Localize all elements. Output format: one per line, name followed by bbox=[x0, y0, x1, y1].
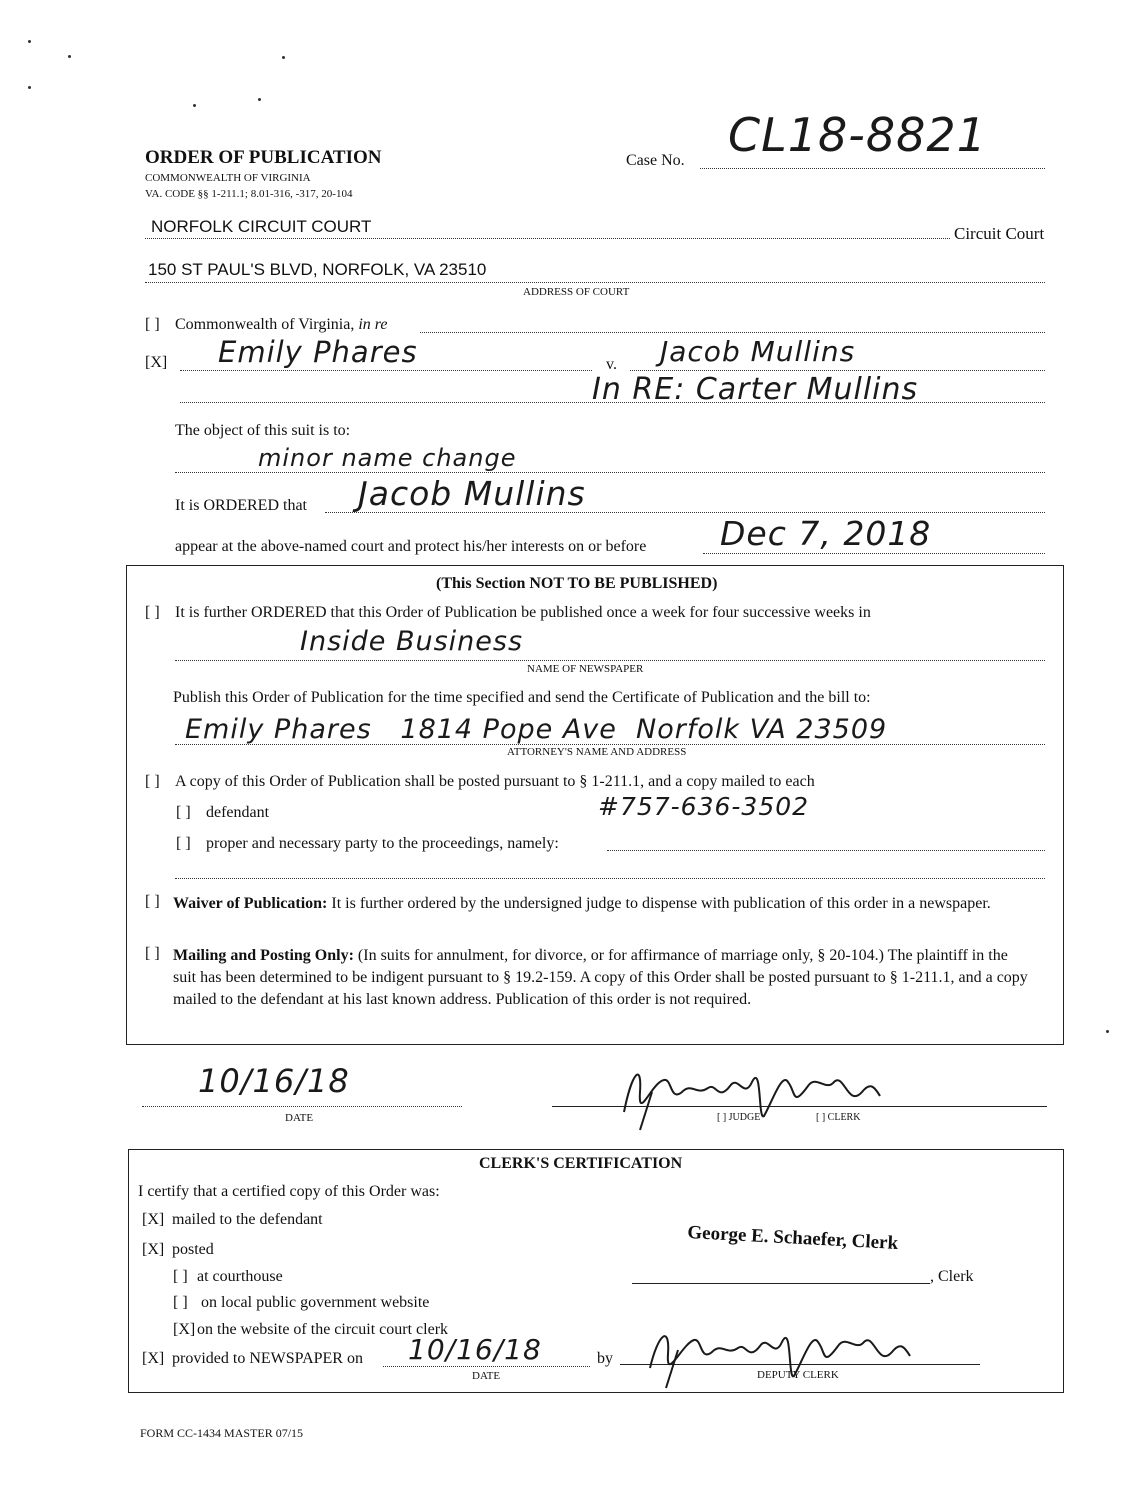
copy-posted-checkbox[interactable]: [ ] bbox=[145, 773, 160, 790]
case-number-label: Case No. bbox=[626, 152, 685, 169]
proper-party-label: proper and necessary party to the proceedings, namely: bbox=[206, 835, 559, 852]
clerk-certification-heading: CLERK'S CERTIFICATION bbox=[479, 1155, 683, 1172]
appear-line bbox=[703, 553, 1045, 554]
courthouse-checkbox[interactable]: [ ] bbox=[173, 1268, 188, 1285]
versus-label: v. bbox=[606, 356, 617, 373]
scan-speck bbox=[1106, 1030, 1109, 1033]
scan-speck bbox=[68, 55, 71, 58]
newspaper-date-line bbox=[383, 1366, 590, 1367]
clerk-website-checkbox[interactable]: [X] bbox=[173, 1321, 196, 1338]
defendant-name: Jacob Mullins bbox=[660, 335, 856, 368]
waiver-text: It is further ordered by the undersigned judge to dispense with publication of this order in a newspaper. bbox=[331, 895, 991, 912]
attorney-caption: ATTORNEY'S NAME AND ADDRESS bbox=[507, 746, 687, 758]
newspaper-line bbox=[175, 660, 1045, 661]
newspaper-provided-checkbox[interactable]: [X] bbox=[142, 1350, 165, 1367]
court-name: NORFOLK CIRCUIT COURT bbox=[151, 217, 372, 236]
phone-number: #757-636-3502 bbox=[598, 792, 810, 821]
object-value: minor name change bbox=[258, 444, 517, 472]
defendant-label: defendant bbox=[206, 804, 270, 821]
waiver-paragraph bbox=[173, 893, 1043, 915]
mailing-checkbox[interactable]: [ ] bbox=[145, 945, 160, 962]
commonwealth-line bbox=[420, 332, 1045, 333]
certification-intro: I certify that a certified copy of this Order was: bbox=[138, 1183, 440, 1200]
mailed-checkbox[interactable]: [X] bbox=[142, 1211, 165, 1228]
defendant-checkbox[interactable]: [ ] bbox=[176, 804, 191, 821]
newspaper-date-caption: DATE bbox=[472, 1370, 501, 1382]
plaintiff-line bbox=[180, 370, 592, 371]
not-published-heading: (This Section NOT TO BE PUBLISHED) bbox=[436, 575, 718, 592]
posted-checkbox[interactable]: [X] bbox=[142, 1241, 165, 1258]
local-website-label: on local public government website bbox=[201, 1294, 430, 1311]
further-ordered-checkbox[interactable]: [ ] bbox=[145, 604, 160, 621]
object-line bbox=[175, 472, 1045, 473]
ordered-label: It is ORDERED that bbox=[175, 497, 307, 514]
copy-posted-text: A copy of this Order of Publication shall be posted pursuant to § 1-211.1, and a copy mailed to each bbox=[175, 773, 815, 790]
case-number-value: CL18-8821 bbox=[728, 108, 987, 162]
mailing-paragraph bbox=[173, 945, 1033, 1011]
plaintiff-name: Emily Phares bbox=[218, 335, 418, 369]
scan-speck bbox=[28, 40, 31, 43]
commonwealth-label-text: Commonwealth of Virginia, bbox=[175, 316, 355, 333]
newspaper-caption: NAME OF NEWSPAPER bbox=[527, 663, 644, 675]
scan-speck bbox=[282, 56, 285, 59]
defendant-line bbox=[630, 370, 1045, 371]
further-ordered-text: It is further ORDERED that this Order of Publication be published once a week for four successive weeks in bbox=[175, 604, 871, 621]
courthouse-label: at courthouse bbox=[197, 1268, 283, 1285]
appear-date: Dec 7, 2018 bbox=[720, 514, 932, 553]
form-subtitle-1: COMMONWEALTH OF VIRGINIA bbox=[145, 172, 311, 184]
in-re-value: In RE: Carter Mullins bbox=[592, 372, 919, 407]
object-label: The object of this suit is to: bbox=[175, 422, 351, 439]
clerk-website-label: on the website of the circuit court clerk bbox=[197, 1321, 449, 1338]
proper-party-line bbox=[607, 850, 1045, 851]
newspaper-provided-label: provided to NEWSPAPER on bbox=[172, 1350, 363, 1367]
waiver-checkbox[interactable]: [ ] bbox=[145, 893, 160, 910]
scan-speck bbox=[28, 86, 31, 89]
order-date-line bbox=[142, 1106, 462, 1107]
order-date-value: 10/16/18 bbox=[198, 1062, 350, 1100]
clerk-name-line bbox=[632, 1283, 930, 1284]
judge-label: [ ] JUDGE bbox=[717, 1112, 761, 1123]
court-name-line bbox=[145, 238, 950, 239]
clerk-label: [ ] CLERK bbox=[816, 1112, 861, 1123]
commonwealth-checkbox[interactable]: [ ] bbox=[145, 316, 160, 333]
clerk-name-stamp: George E. Schaefer, Clerk bbox=[686, 1222, 899, 1255]
ordered-value: Jacob Mullins bbox=[358, 474, 586, 513]
case-number-line bbox=[700, 168, 1045, 169]
scan-speck bbox=[193, 104, 196, 107]
scan-speck bbox=[258, 98, 261, 101]
clerk-suffix: , Clerk bbox=[930, 1268, 974, 1285]
appear-label: appear at the above-named court and protect his/her interests on or before bbox=[175, 538, 647, 555]
mailing-heading: Mailing and Posting Only: bbox=[173, 947, 354, 964]
proper-party-checkbox[interactable]: [ ] bbox=[176, 835, 191, 852]
commonwealth-label bbox=[175, 316, 388, 334]
proper-party-line-2 bbox=[175, 878, 1045, 879]
deputy-clerk-caption: DEPUTY CLERK bbox=[757, 1369, 839, 1381]
local-website-checkbox[interactable]: [ ] bbox=[173, 1294, 188, 1311]
publish-instructions: Publish this Order of Publication for the time specified and send the Certificate of Publication and the bill to: bbox=[173, 689, 871, 706]
order-date-caption: DATE bbox=[285, 1112, 314, 1124]
form-number: FORM CC-1434 MASTER 07/15 bbox=[140, 1426, 304, 1440]
mailing-text: (In suits for annulment, for divorce, or for affirmance of marriage only, § 20-104.) The plaintiff in the suit has been determined to be indigent pursuant to § 19.2-159. A copy of this Order shall be posted pursuant to § 1-211.1, and a copy mailed to the defendant at his last known address. Publication of this order is not required. bbox=[173, 947, 1028, 1008]
court-address: 150 ST PAUL'S BLVD, NORFOLK, VA 23510 bbox=[148, 260, 487, 279]
posted-label: posted bbox=[172, 1241, 214, 1258]
newspaper-date-value: 10/16/18 bbox=[408, 1333, 542, 1366]
by-label: by bbox=[597, 1350, 613, 1367]
attorney-value: Emily Phares 1814 Pope Ave Norfolk VA 23509 bbox=[185, 714, 888, 745]
party-checkbox[interactable]: [X] bbox=[145, 354, 168, 371]
court-address-line bbox=[145, 282, 1045, 283]
waiver-heading: Waiver of Publication: bbox=[173, 895, 328, 912]
mailed-label: mailed to the defendant bbox=[172, 1211, 323, 1228]
in-re-label: in re bbox=[358, 316, 388, 333]
form-title: ORDER OF PUBLICATION bbox=[145, 147, 382, 168]
circuit-court-suffix: Circuit Court bbox=[954, 224, 1045, 243]
newspaper-name: Inside Business bbox=[300, 626, 524, 657]
form-subtitle-2: VA. CODE §§ 1-211.1; 8.01-316, -317, 20-104 bbox=[145, 188, 353, 200]
court-address-caption: ADDRESS OF COURT bbox=[523, 286, 630, 298]
